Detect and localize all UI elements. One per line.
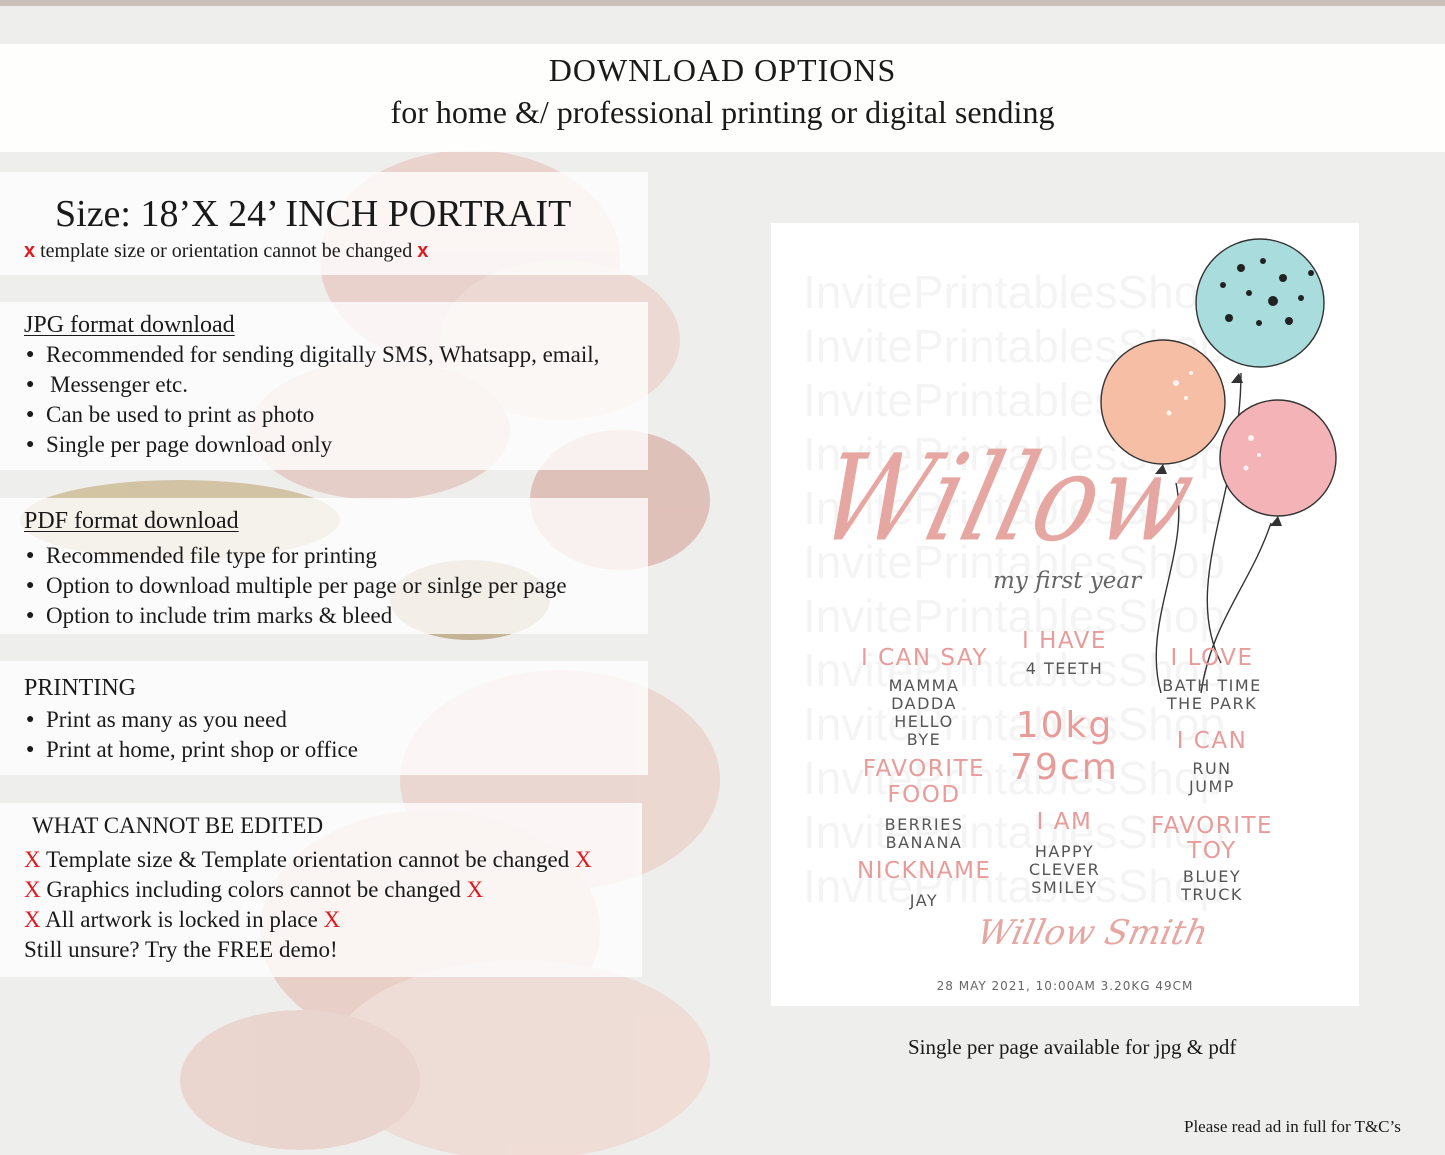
poster-values: BERRIES BANANA — [884, 815, 964, 852]
poster-name: Willow — [806, 428, 1210, 569]
poster-values: HAPPY CLEVER SMILEY — [1028, 842, 1101, 897]
poster-heading: I HAVE — [1022, 628, 1107, 654]
poster-value: JAY — [909, 891, 939, 910]
poster-signature: Willow Smith — [973, 913, 1212, 953]
printing-panel — [0, 661, 648, 775]
list-item: ● Recommended for sending digitally SMS, Whatsapp, email, — [24, 340, 599, 370]
poster-preview — [771, 223, 1359, 1006]
poster-values: BLUEY TRUCK — [1181, 867, 1243, 904]
list-item: ● Single per page download only — [24, 430, 599, 460]
poster-heading: FOOD — [887, 782, 961, 808]
list-item: ● Print at home, print shop or office — [24, 735, 358, 765]
red-x-mark: x — [24, 240, 36, 262]
size-title: Size: 18’X 24’ INCH PORTRAIT — [55, 193, 572, 235]
poster-heading: FAVORITE — [862, 756, 986, 782]
header-banner — [0, 44, 1445, 152]
poster-weight: 10kg — [1015, 705, 1114, 746]
red-x-mark: X — [24, 907, 41, 932]
red-x-mark: X — [24, 877, 41, 902]
red-x-mark: X — [574, 847, 592, 872]
pdf-heading: PDF format download — [24, 508, 239, 534]
list-item: ● Messenger etc. — [24, 370, 599, 400]
poster-value: 4 TEETH — [1025, 659, 1104, 678]
list-item: X All artwork is locked in place X — [24, 907, 341, 932]
footnote: Please read ad in full for T&C’s — [1184, 1117, 1401, 1136]
poster-height: 79cm — [1010, 747, 1119, 788]
red-x-mark: x — [417, 240, 429, 262]
poster-heading: NICKNAME — [857, 858, 992, 884]
list-item: ● Option to download multiple per page or sinlge per page — [24, 571, 567, 601]
cannot-edit-panel — [0, 803, 642, 977]
poster-birth-details: 28 MAY 2021, 10:00AM 3.20KG 49CM — [936, 979, 1194, 993]
size-note-text: template size or orientation cannot be changed — [40, 240, 413, 262]
list-item: ● Recommended file type for printing — [24, 541, 567, 571]
list-item: ● Print as many as you need — [24, 705, 358, 735]
jpg-heading: JPG format download — [24, 312, 235, 338]
printing-list — [24, 705, 358, 765]
jpg-panel — [0, 302, 648, 470]
red-x-mark: X — [24, 847, 41, 872]
poster-heading: I AM — [1036, 809, 1093, 835]
list-item: ● Can be used to print as photo — [24, 400, 599, 430]
poster-values: MAMMA DADDA HELLO BYE — [888, 676, 960, 749]
demo-note: Still unsure? Try the FREE demo! — [24, 937, 338, 962]
list-item: X Graphics including colors cannot be changed X — [24, 877, 484, 902]
poster-heading: I CAN SAY — [861, 645, 988, 671]
poster-heading: FAVORITE — [1150, 813, 1274, 839]
printing-heading: PRINTING — [24, 675, 136, 701]
poster-heading: TOY — [1187, 838, 1237, 864]
poster-subtitle: my first year — [993, 568, 1142, 594]
cannot-edit-heading: WHAT CANNOT BE EDITED — [32, 813, 324, 838]
red-x-mark: X — [466, 877, 484, 902]
list-item: X Template size & Template orientation cannot be changed X — [24, 847, 592, 872]
preview-caption: Single per page available for jpg & pdf — [908, 1035, 1237, 1059]
poster-heading: I LOVE — [1170, 645, 1254, 671]
cannot-edit-list — [24, 845, 592, 965]
header-subtitle: for home &/ professional printing or digital sending — [390, 94, 1055, 130]
jpg-list — [24, 340, 599, 460]
poster-values: RUN JUMP — [1189, 759, 1235, 796]
poster-values: BATH TIME THE PARK — [1162, 676, 1262, 713]
size-note — [24, 240, 428, 263]
pdf-panel — [0, 498, 648, 634]
red-x-mark: X — [323, 907, 341, 932]
list-item: ● Option to include trim marks & bleed — [24, 601, 567, 631]
size-panel — [0, 172, 648, 275]
pdf-list — [24, 541, 567, 631]
poster-heading: I CAN — [1176, 728, 1248, 754]
header-title: DOWNLOAD OPTIONS — [548, 52, 897, 88]
